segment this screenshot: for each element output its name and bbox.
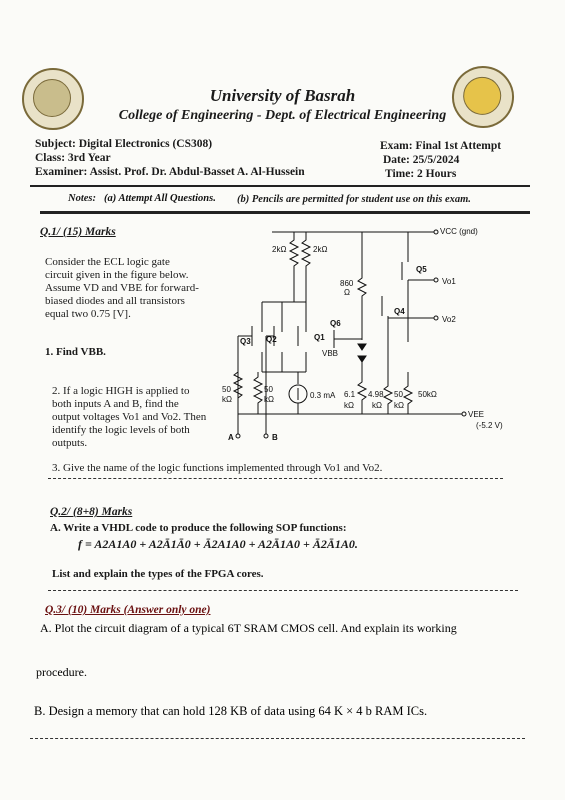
q1-intro-line: biased diodes and all transistors — [45, 295, 185, 307]
q1-intro-line: equal two 0.75 [V]. — [45, 308, 131, 320]
vo1-label: Vo1 — [442, 277, 456, 286]
transistor-q6-label: Q6 — [330, 319, 341, 328]
q2-formula: f = A2A1A0 + A2Ā1Ā0 + Ā2A1A0 + A2Ā1A0 + Ā2Ā1A0. — [78, 537, 358, 551]
q1-intro-line: Consider the ECL logic gate — [45, 256, 170, 268]
resistor-498-unit: kΩ — [372, 401, 382, 410]
q3-divider — [30, 738, 525, 739]
university-title: University of Basrah — [209, 86, 356, 105]
q1-part2-line: both inputs A and B, find the — [52, 398, 179, 410]
q1-title: Q.1/ (15) Marks — [40, 226, 116, 238]
header-rule — [30, 185, 530, 187]
exam-label: Exam: Final 1st Attempt — [380, 140, 502, 152]
q3-part-b: B. Design a memory that can hold 128 KB of data using 64 K × 4 b RAM ICs. — [34, 704, 428, 718]
ecl-circuit-diagram — [222, 222, 522, 444]
resistor-2k-left-label: 2kΩ — [272, 245, 287, 254]
transistor-q1-label: Q1 — [314, 333, 325, 342]
q3-title: Q.3/ (10) Marks (Answer only one) — [45, 604, 211, 616]
notes-label: Notes: — [68, 193, 96, 204]
vbb-label: VBB — [322, 349, 339, 358]
date-label: Date: 25/5/2024 — [383, 154, 460, 166]
q2-title: Q.2/ (8+8) Marks — [50, 506, 133, 518]
q1-intro — [45, 256, 225, 321]
q1-intro-line: circuit given in the figure below. — [45, 269, 189, 281]
q2-part-a: A. Write a VHDL code to produce the following SOP functions: — [50, 522, 347, 534]
resistor-860-label: 860 — [340, 279, 354, 288]
current-source-label: 0.3 mA — [310, 391, 336, 400]
resistor-50k-label: 50kΩ — [418, 390, 437, 399]
resistor-61-label: 6.1 — [344, 390, 356, 399]
resistor-50-left-unit: kΩ — [222, 395, 232, 404]
transistor-q5-label: Q5 — [416, 265, 427, 274]
resistor-50-left-label: 50 — [222, 385, 231, 394]
q3-part-a-line2: procedure. — [36, 665, 87, 679]
resistor-50-mid-unit: kΩ — [264, 395, 274, 404]
vee-label: VEE — [468, 410, 485, 419]
q2-divider — [48, 590, 518, 591]
q1-part2 — [52, 385, 222, 450]
subject-label: Subject: Digital Electronics (CS308) — [35, 138, 213, 150]
resistor-50-right-unit: kΩ — [394, 401, 404, 410]
resistor-50-mid-label: 50 — [264, 385, 273, 394]
resistor-50-right-label: 50 — [394, 390, 403, 399]
q1-part1: 1. Find VBB. — [45, 346, 106, 358]
examiner-label: Examiner: Assist. Prof. Dr. Abdul-Basset A. Al-Hussein — [35, 166, 305, 178]
q1-intro-line: Assume VD and VBE for forward- — [45, 282, 199, 294]
resistor-498-label: 4.98 — [368, 390, 384, 399]
time-label: Time: 2 Hours — [385, 168, 457, 180]
vo2-label: Vo2 — [442, 315, 456, 324]
q1-divider — [48, 478, 503, 479]
q1-part3: 3. Give the name of the logic functions implemented through Vo1 and Vo2. — [52, 462, 383, 474]
q3-part-a-line1: A. Plot the circuit diagram of a typical 6T SRAM CMOS cell. And explain its working — [40, 621, 457, 635]
input-b-label: B — [272, 433, 278, 442]
vcc-label: VCC (gnd) — [440, 227, 478, 236]
q1-part2-line: output voltages Vo1 and Vo2. Then — [52, 411, 207, 423]
transistor-q3-label: Q3 — [240, 337, 251, 346]
resistor-2k-right-label: 2kΩ — [313, 245, 328, 254]
resistor-860-unit: Ω — [344, 288, 350, 297]
q2-part-b: List and explain the types of the FPGA cores. — [52, 568, 264, 580]
transistor-q2-label: Q2 — [266, 335, 277, 344]
resistor-61-unit: kΩ — [344, 401, 354, 410]
note-b: (b) Pencils are permitted for student use on this exam. — [237, 194, 471, 205]
vee-value-label: (-5.2 V) — [476, 421, 503, 430]
transistor-q4-label: Q4 — [394, 307, 405, 316]
q1-part2-line: 2. If a logic HIGH is applied to — [52, 385, 190, 397]
class-label: Class: 3rd Year — [35, 152, 111, 164]
q1-part2-line: outputs. — [52, 437, 88, 449]
notes-rule — [40, 211, 530, 214]
q1-part2-line: identify the logic levels of both — [52, 424, 190, 436]
input-a-label: A — [228, 433, 234, 442]
note-a: (a) Attempt All Questions. — [104, 193, 216, 204]
college-title: College of Engineering - Dept. of Electrical Engineering — [118, 108, 447, 123]
